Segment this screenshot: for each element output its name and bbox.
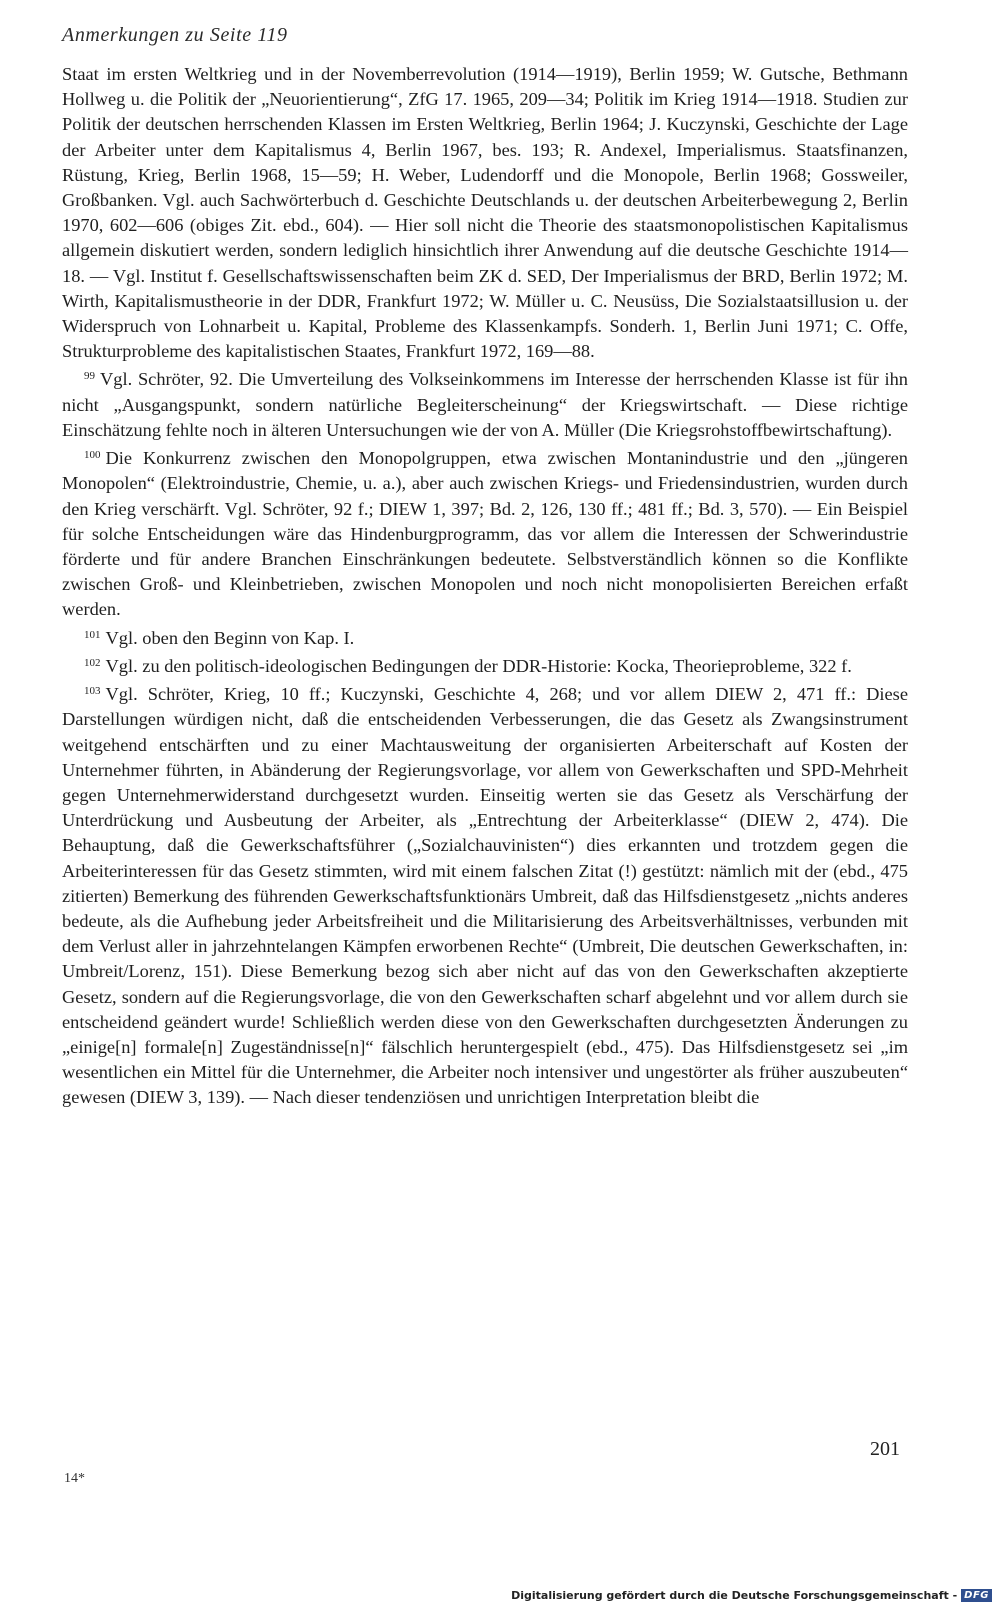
footnote-continuation: Staat im ersten Weltkrieg und in der Novemberrevolution (1914—1919), Berlin 1959; W. Gutsche, Bethmann Hollweg u. die Politik der „Neuorientierung“, ZfG 17. 1965, 209—34; Politik im Krieg 1914—1918. Studien zur Politik der deutschen herrschenden Klassen im Ersten Weltkrieg, Berlin 1964; J. Kuczynski, Geschichte der Lage der Arbeiter unter dem Kapitalismus 4, Berlin 1967, bes. 193; R. Andexel, Imperialismus. Staatsfinanzen, Rüstung, Krieg, Berlin 1968, 15—59; H. Weber, Ludendorff und die Monopole, Berlin 1968; Gossweiler, Großbanken. Vgl. auch Sachwörterbuch d. Geschichte Deutschlands u. der deutschen Arbeiterbewegung 2, Berlin 1970, 602—606 (obiges Zit. ebd., 604). — Hier soll nicht die Theorie des staatsmonopolistischen Kapitalismus allgemein diskutiert werden, sondern lediglich hinsichtlich ihrer Anwendung auf die deutsche Geschichte 1914—18. — Vgl. Institut f. Gesellschaftswissenschaften beim ZK d. SED, Der Imperialismus der BRD, Berlin 1972; M. Wirth, Kapitalismustheorie in der DDR, Frankfurt 1972; W. Müller u. C. Neusüss, Die Sozialstaatsillusion u. der Widerspruch von Lohnarbeit u. Kapital, Probleme des Klassenkampfs. Sonderh. 1, Berlin Juni 1971; C. Offe, Strukturprobleme des kapitalistischen Staates, Frankfurt 1972, 169—88. [62, 64, 908, 362]
digitization-credit [511, 1589, 992, 1602]
running-header: Anmerkungen zu Seite 119 [62, 24, 288, 46]
credit-text: Digitalisierung gefördert durch die Deutsche Forschungsgemeinschaft - [511, 1589, 958, 1602]
footnote-99 [62, 364, 908, 443]
footnote-text: Vgl. Schröter, Krieg, 10 ff.; Kuczynski, Geschichte 4, 268; und vor allem DIEW 2, 471 ff.: Diese Darstellungen würdigen nicht, daß die entscheidenden Verbesserungen, die das Gesetz als Zwangsinstrument weitgehend entschärften und zu einer Machtausweitung der organisierten Arbeiterschaft auf Kosten der Unternehmer führten, in Abänderung der Regierungsvorlage, vor allem von Gewerkschaften und SPD-Mehrheit gegen Unternehmerwiderstand durchgesetzt wurden. Einseitig werten sie das Gesetz als Verschärfung der Unterdrückung und Ausbeutung der Arbeiter, als „Entrechtung der Arbeiterklasse“ (DIEW 2, 474). Die Behauptung, daß die Gewerkschaftsführer („Sozialchauvinisten“) dies erkannten und trotzdem gegen die Arbeiterinteressen für das Gesetz stimmten, wird mit einem falschen Zitat (!) gestützt: nämlich mit der (ebd., 475 zitierten) Bemerkung des führenden Gewerkschaftsfunktionärs Umbreit, daß das Hilfsdienstgesetz „nichts anderes bedeute, als die Aufhebung jeder Arbeitsfreiheit und die Militarisierung des Arbeitsverhältnisses, verbunden mit dem Verlust aller in jahrzehntelangen Kämpfen erworbenen Rechte“ (Umbreit, Die deutschen Gewerkschaften, in: Umbreit/Lorenz, 151). Diese Bemerkung bezog sich aber nicht auf das von den Gewerkschaften akzeptierte Gesetz, sondern auf die Regierungsvorlage, die von den Gewerkschaften scharf abgelehnt und vor allem durch sie entscheidend geändert wurde! Schließlich werden diese von den Gewerkschaften durchgesetzten Änderungen zu „einige[n] formale[n] Zugeständnisse[n]“ fälschlich heruntergespielt (ebd., 475). Das Hilfsdienstgesetz sei „im wesentlichen ein Mittel für die Unternehmer, die Arbeiter noch intensiver und ungestörter als früher auszubeuten“ gewesen (DIEW 3, 139). — Nach dieser tendenziösen und unrichtigen Interpretation bleibt die [62, 684, 908, 1108]
footnote-102 [62, 651, 908, 679]
signature-mark: 14* [64, 1471, 85, 1486]
footnote-text: Vgl. oben den Beginn von Kap. I. [105, 627, 355, 648]
dfg-logo: DFG [961, 1589, 992, 1602]
footnote-101 [62, 623, 908, 651]
footnote-103 [62, 679, 908, 1111]
footnote-text: Die Konkurrenz zwischen den Monopolgruppen, etwa zwischen Montanindustrie und den „jüngeren Monopolen“ (Elektroindustrie, Chemie, u. a.), aber auch zwischen Kriegs- und Friedensindustrien, wurden durch den Krieg verschärft. Vgl. Schröter, 92 f.; DIEW 1, 397; Bd. 2, 126, 130 ff.; 481 ff.; Bd. 3, 570). — Ein Beispiel für solche Entscheidungen wäre das Hindenburgprogramm, das vor allem die Interessen der Schwerindustrie förderte und für andere Branchen Einschränkungen bedeutete. Selbstverständlich können so die Konflikte zwischen Groß- und Kleinbetrieben, zwischen Monopolen und noch nicht monopolisierten Bereichen erfaßt werden. [62, 448, 908, 620]
footnote-text: Vgl. zu den politisch-ideologischen Bedingungen der DDR-Historie: Kocka, Theorieprobleme, 322 f. [105, 655, 852, 676]
footnote-number: 102 [84, 656, 101, 669]
footnote-text: Vgl. Schröter, 92. Die Umverteilung des Volkseinkommens im Interesse der herrschenden Klasse ist für ihn nicht „Ausgangspunkt, sondern natürliche Begleiterscheinung“ der Kriegswirtschaft. — Diese richtige Einschätzung fehlte noch in älteren Untersuchungen wie der von A. Müller (Die Kriegsrohstoffbewirtschaftung). [62, 369, 908, 440]
footnote-number: 101 [84, 628, 101, 641]
footnotes-body [62, 62, 908, 1111]
footnote-100 [62, 443, 908, 622]
footnote-number: 100 [84, 449, 101, 462]
footnote-number: 99 [84, 370, 95, 383]
footnote-number: 103 [84, 685, 101, 698]
page-number: 201 [870, 1438, 900, 1460]
